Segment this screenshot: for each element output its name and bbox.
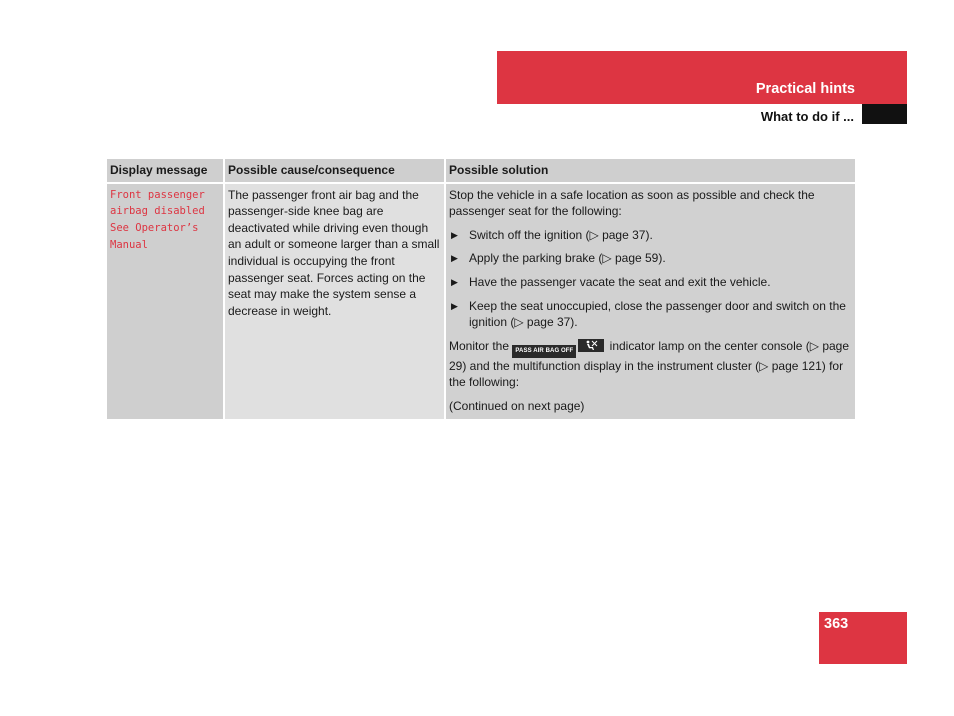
triangle-right-icon: ▶ xyxy=(451,253,458,264)
display-message-cell xyxy=(107,184,223,419)
section-header-band xyxy=(497,51,907,104)
list-item xyxy=(449,274,852,291)
passenger-airbag-off-icon xyxy=(578,339,604,352)
solution-cell xyxy=(444,184,855,419)
monitor-prefix: Monitor the xyxy=(449,338,510,353)
display-message-table xyxy=(107,159,855,419)
display-message-line: See Operator’s xyxy=(110,222,199,235)
cause-text: The passenger front air bag and the passenger-side knee bag are deactivated while driving even though an adult or someone larger than a small individual is occupying the front passenger seat. Forces acting on the seat may make the system sense a decrease in weight. xyxy=(228,187,440,318)
section-title: Practical hints xyxy=(755,81,855,97)
monitor-suffix: indicator lamp on the center console (▷ page 29) and the multifunction display in the instrument cluster (▷ page 121) for the following: xyxy=(449,338,850,390)
continued-note: (Continued on next page) xyxy=(449,398,585,413)
triangle-right-icon: ▶ xyxy=(451,276,458,287)
cause-cell xyxy=(223,184,444,419)
display-message-line: Manual xyxy=(110,238,148,251)
column-header-cause: Possible cause/consequence xyxy=(223,159,444,184)
display-message-line: airbag disabled xyxy=(110,205,205,218)
list-item xyxy=(449,250,852,267)
triangle-right-icon: ▶ xyxy=(451,300,458,311)
step-text: Keep the seat unoccupied, close the passenger door and switch on the ignition (▷ page 37). xyxy=(469,298,846,330)
list-item xyxy=(449,227,852,244)
solution-steps xyxy=(449,227,852,331)
step-text: Have the passenger vacate the seat and exit the vehicle. xyxy=(469,274,771,289)
table-header-row xyxy=(107,159,855,184)
column-header-display-message: Display message xyxy=(107,159,223,184)
subsection-title: What to do if ... xyxy=(760,109,854,124)
table-row xyxy=(107,184,855,419)
pass-airbag-off-lamp-label: PASS AIR BAG OFF xyxy=(512,345,576,358)
page-number-box xyxy=(819,612,907,664)
page-number: 363 xyxy=(824,616,849,632)
subsection-header xyxy=(700,104,907,124)
display-message-line: Front passenger xyxy=(110,188,205,201)
monitor-paragraph xyxy=(449,338,852,391)
list-item xyxy=(449,298,852,331)
display-message-text xyxy=(110,187,220,254)
step-text: Apply the parking brake (▷ page 59). xyxy=(469,251,666,266)
section-tab-marker xyxy=(862,104,907,124)
triangle-right-icon: ▶ xyxy=(451,229,458,240)
solution-intro: Stop the vehicle in a safe location as soon as possible and check the passenger seat for the following: xyxy=(449,187,815,219)
step-text: Switch off the ignition (▷ page 37). xyxy=(469,227,653,242)
column-header-solution: Possible solution xyxy=(444,159,855,184)
